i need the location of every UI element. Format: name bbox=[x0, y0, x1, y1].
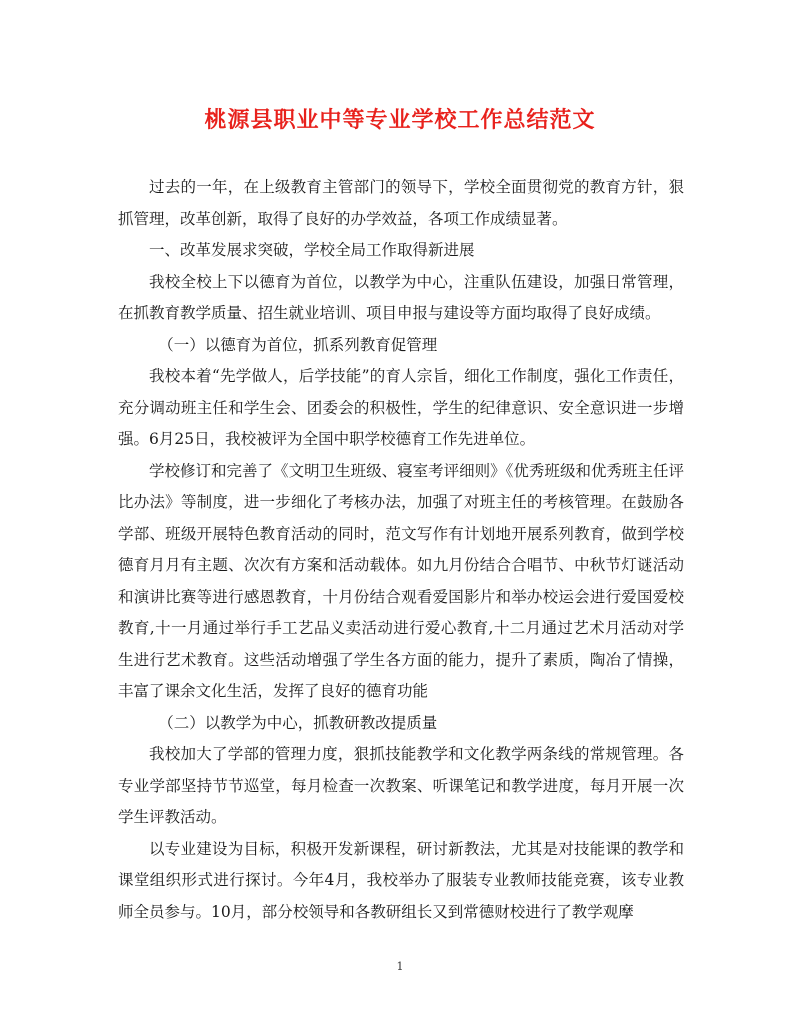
paragraph-overview: 我校全校上下以德育为首位，以教学为中心，注重队伍建设，加强日常管理，在抓教育教学质量、招生就业培训、项目申报与建设等方面均取得了良好成绩。 bbox=[118, 272, 684, 322]
paragraph-moral-education: 我校本着“先学做人，后学技能”的育人宗旨，细化工作制度，强化工作责任，充分调动班主任和学生会、团委会的积极性，学生的纪律意识、安全意识进一步增强。6月25日，我校被评为全国中职学校德育工作先进单位。 bbox=[118, 367, 684, 448]
paragraph-teaching-management: 我校加大了学部的管理力度，狠抓技能教学和文化教学两条线的常规管理。各专业学部坚持节节巡堂，每月检查一次教案、听课笔记和教学进度，每月开展一次学生评教活动。 bbox=[118, 745, 684, 826]
paragraph-activities: 学校修订和完善了《文明卫生班级、寝室考评细则》《优秀班级和优秀班主任评比办法》等制度，进一步细化了考核办法，加强了对班主任的考核管理。在鼓励各学部、班级开展特色教育活动的同时，范文写作有计划地开展系列教育，做到学校德育月月有主题、次次有方案和活动载体。如九月份结合合唱节、中秋节灯谜活动和演讲比赛等进行感恩教育，十月份结合观看爱国影片和举办校运会进行爱国爱校教育,十一月通过举行手工艺品义卖活动进行爱心教育,十二月通过艺术月活动对学生进行艺术教育。这些活动增强了学生各方面的能力，提升了素质，陶冶了情操，丰富了课余文化生活，发挥了良好的德育功能 bbox=[118, 461, 684, 700]
document-body bbox=[118, 172, 684, 928]
section-heading-1: 一、改革发展求突破，学校全局工作取得新进展 bbox=[149, 241, 475, 259]
paragraph-intro: 过去的一年，在上级教育主管部门的领导下，学校全面贯彻党的教育方针，狠抓管理，改革创新，取得了良好的办学效益，各项工作成绩显著。 bbox=[118, 178, 684, 228]
paragraph-curriculum: 以专业建设为目标，积极开发新课程，研讨新教法，尤其是对技能课的教学和课堂组织形式进行探讨。今年4月，我校举办了服装专业教师技能竞赛，该专业教师全员参与。10月，部分校领导和各教研组长又到常德财校进行了教学观摩 bbox=[118, 839, 684, 921]
document-title: 桃源县职业中等专业学校工作总结范文 bbox=[204, 107, 596, 133]
page-number: 1 bbox=[396, 960, 404, 973]
subsection-heading-1: （一）以德育为首位，抓系列教育促管理 bbox=[158, 335, 438, 354]
subsection-heading-2: （二）以教学为中心，抓教研教改提质量 bbox=[158, 713, 438, 732]
